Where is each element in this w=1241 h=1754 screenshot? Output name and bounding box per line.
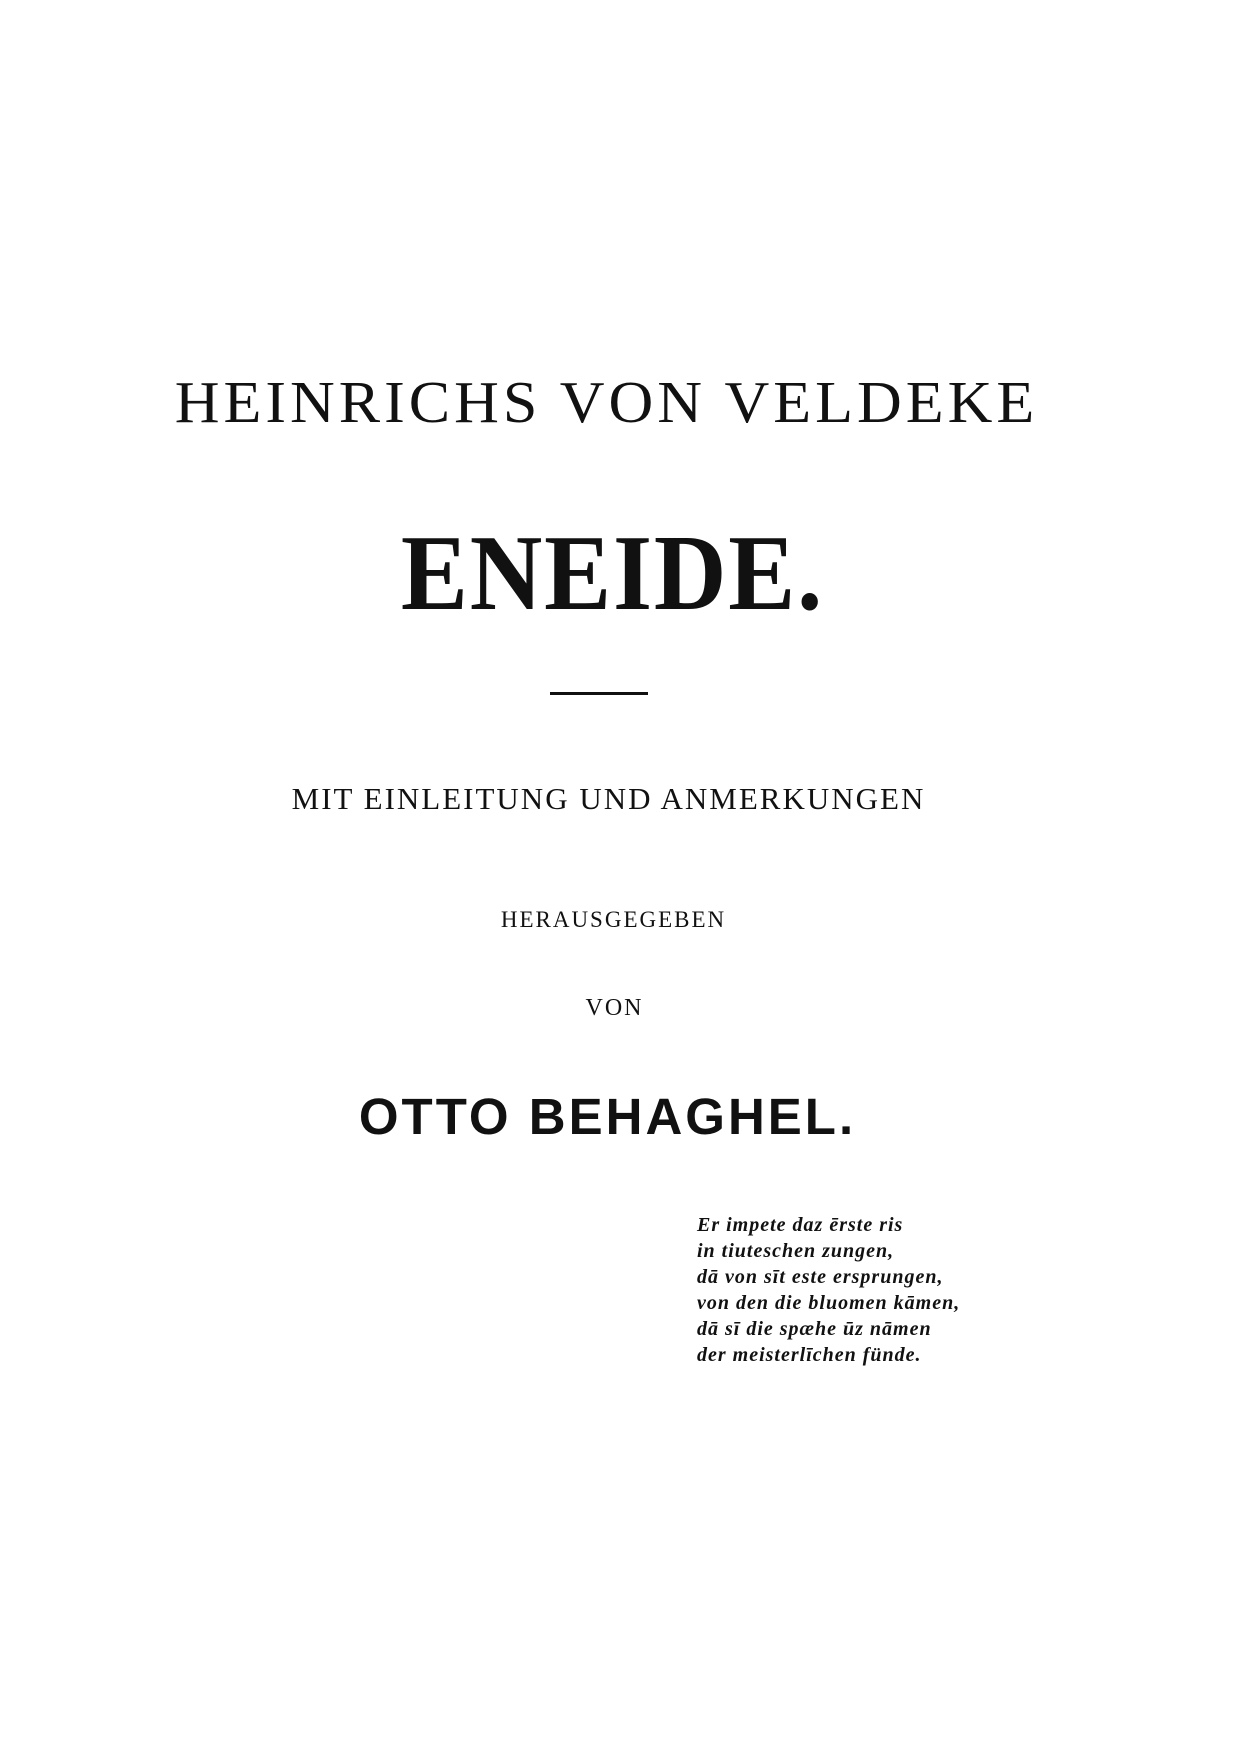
editor-name: OTTO BEHAGHEL. — [358, 1088, 857, 1145]
edited-label: HERAUSGEGEBEN — [500, 907, 727, 932]
motto-line: in tiuteschen zungen, — [697, 1240, 895, 1262]
author-line: HEINRICHS VON VELDEKE — [174, 370, 1039, 436]
motto-line: Er impete daz ērste ris — [697, 1214, 904, 1236]
title-rule — [550, 692, 648, 695]
by-label: VON — [585, 995, 644, 1021]
subtitle: MIT EINLEITUNG UND ANMERKUNGEN — [291, 781, 926, 816]
motto-line: dā sī die spæhe ūz nāmen — [697, 1318, 932, 1340]
book-title: ENEIDE. — [400, 514, 825, 633]
motto-line: der meisterlīchen fünde. — [697, 1344, 922, 1366]
motto-line: von den die bluomen kāmen, — [697, 1292, 961, 1314]
motto-line: dā von sīt este ersprungen, — [697, 1266, 944, 1288]
motto — [697, 1212, 1057, 1368]
